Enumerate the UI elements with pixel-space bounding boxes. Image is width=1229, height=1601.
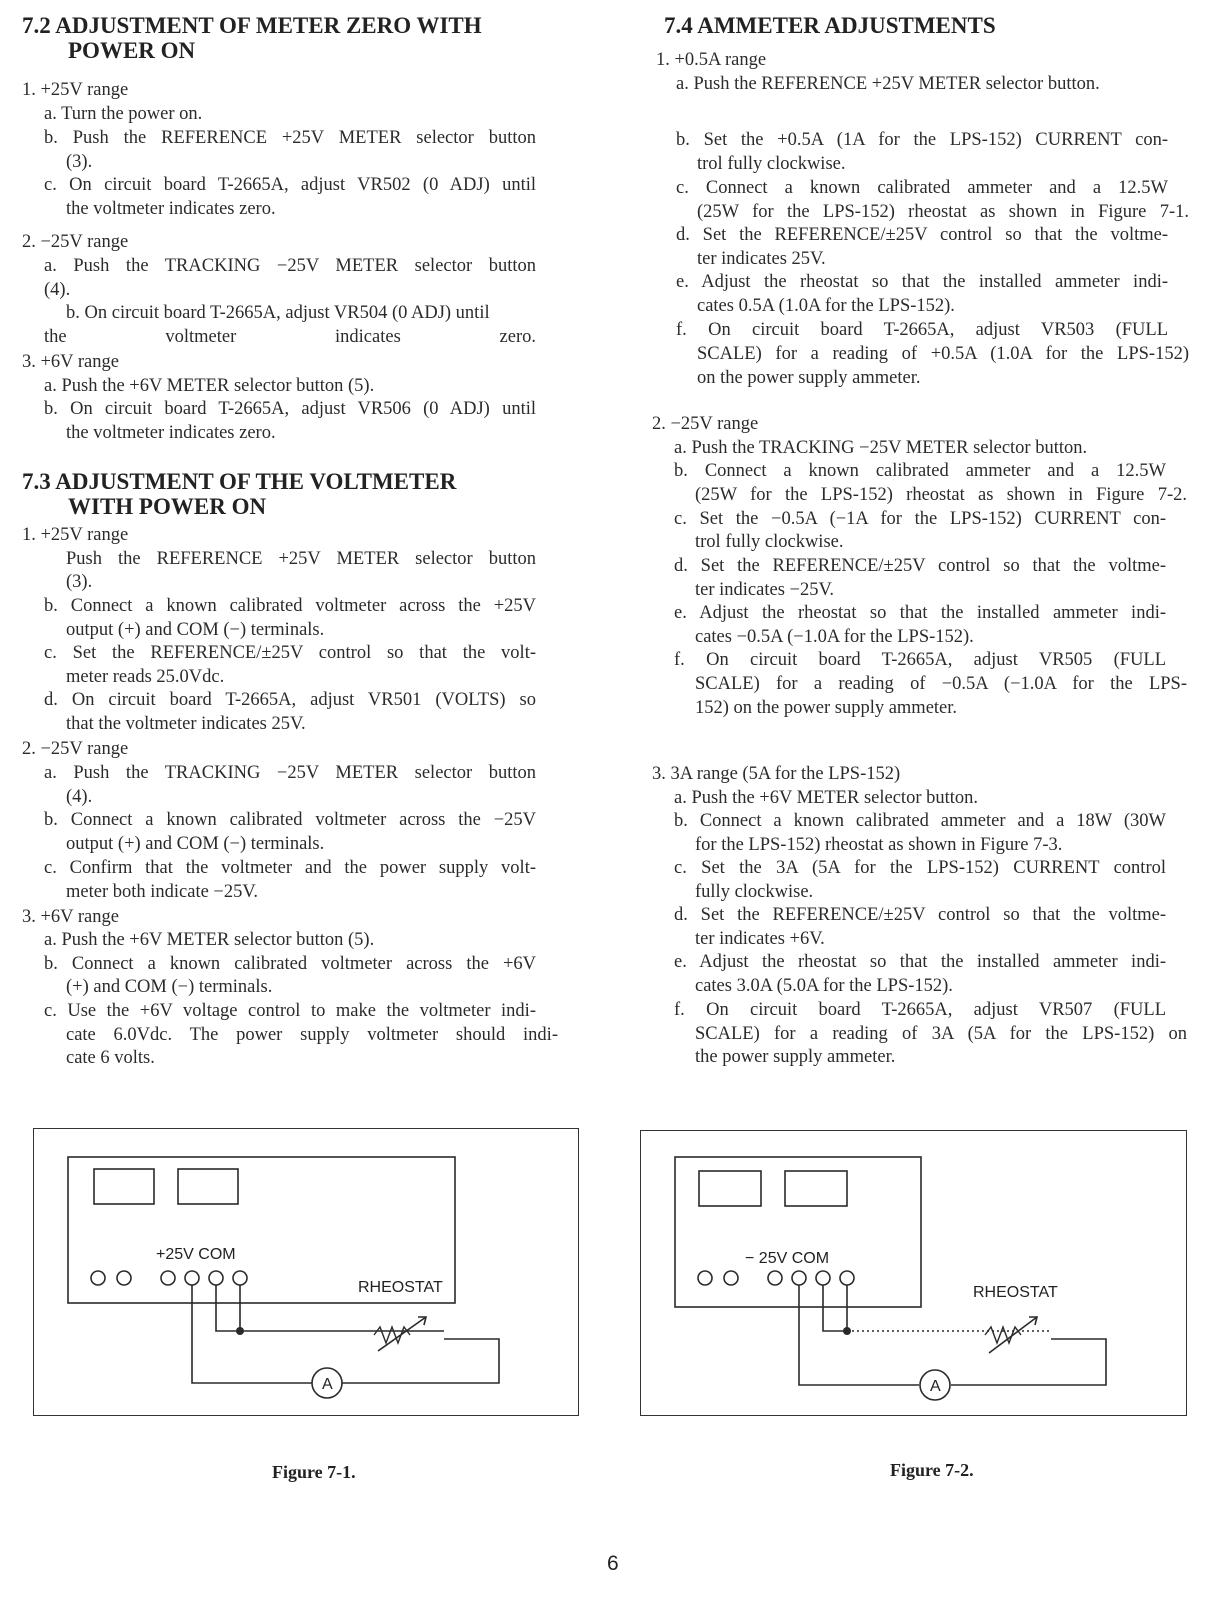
text-line: (+) and COM (−) terminals. <box>66 977 273 997</box>
text-line: c. Set the −0.5A (−1A for the LPS-152) CURRENT con- <box>674 509 1166 529</box>
section-7-2-heading: 7.2 ADJUSTMENT OF METER ZERO WITH POWER ON <box>22 13 482 63</box>
text-line: (4). <box>44 280 71 300</box>
text-line: fully clockwise. <box>695 882 814 902</box>
text-line: on the power supply ammeter. <box>697 368 921 388</box>
text-line: (3). <box>66 152 93 172</box>
text-line: c. Use the +6V voltage control to make the voltmeter indi- <box>44 1001 536 1021</box>
meter-window-right <box>178 1169 238 1204</box>
text-line: 1. +0.5A range <box>656 50 767 70</box>
text-line: SCALE) for a reading of −0.5A (−1.0A for the LPS- <box>695 674 1187 694</box>
text-line: b. Push the REFERENCE +25V METER selector button <box>44 128 536 148</box>
figure-7-2-caption: Figure 7-2. <box>890 1460 974 1480</box>
text-line: a. Push the +6V METER selector button (5). <box>44 376 375 396</box>
text-line: a. Push the +6V METER selector button (5). <box>44 930 375 950</box>
text-line: d. On circuit board T-2665A, adjust VR501 (VOLTS) so <box>44 690 536 710</box>
text-line: cates −0.5A (−1.0A for the LPS-152). <box>695 627 974 647</box>
text-line: trol fully clockwise. <box>695 532 844 552</box>
text-line: cate 6.0Vdc. The power supply voltmeter should indi- <box>66 1025 558 1045</box>
text-line: c. On circuit board T-2665A, adjust VR502 (0 ADJ) until <box>44 175 536 195</box>
text-line: b. Connect a known calibrated voltmeter across the +6V <box>44 954 536 974</box>
figure-7-1-caption: Figure 7-1. <box>272 1462 356 1482</box>
text-line: d. Set the REFERENCE/±25V control so that the voltme- <box>674 556 1166 576</box>
text-line: 2. −25V range <box>652 414 759 434</box>
text-line: b. Connect a known calibrated ammeter and a 12.5W <box>674 461 1166 481</box>
figure-7-1-diagram <box>34 1129 578 1415</box>
text-line: f. On circuit board T-2665A, adjust VR503 (FULL <box>676 320 1168 340</box>
text-line: (25W for the LPS-152) rheostat as shown in Figure 7-2. <box>695 485 1187 505</box>
text-line: 3. +6V range <box>22 907 119 927</box>
text-line: 2. −25V range <box>22 739 129 759</box>
text-line: e. Adjust the rheostat so that the installed ammeter indi- <box>674 952 1166 972</box>
terminal-label: +25V COM <box>156 1246 236 1263</box>
rheostat-label: RHEOSTAT <box>973 1284 1058 1301</box>
text-line: b. Set the +0.5A (1A for the LPS-152) CURRENT con- <box>676 130 1168 150</box>
text-line: a. Push the +6V METER selector button. <box>674 788 979 808</box>
text-line: the voltmeter indicates zero. <box>66 199 276 219</box>
text-line: cates 0.5A (1.0A for the LPS-152). <box>697 296 955 316</box>
text-line: (4). <box>66 787 93 807</box>
text-line: c. Connect a known calibrated ammeter and a 12.5W <box>676 178 1168 198</box>
text-line: output (+) and COM (−) terminals. <box>66 620 325 640</box>
text-line: the voltmeter indicates zero. <box>44 327 536 347</box>
text-line: e. Adjust the rheostat so that the installed ammeter indi- <box>676 272 1168 292</box>
meter-window-left <box>699 1171 761 1206</box>
text-line: meter both indicate −25V. <box>66 882 258 902</box>
text-line: SCALE) for a reading of 3A (5A for the LPS-152) on <box>695 1024 1187 1044</box>
text-line: output (+) and COM (−) terminals. <box>66 834 325 854</box>
text-line: cates 3.0A (5.0A for the LPS-152). <box>695 976 953 996</box>
text-line: c. Set the 3A (5A for the LPS-152) CURRENT control <box>674 858 1166 878</box>
text-line: e. Adjust the rheostat so that the installed ammeter indi- <box>674 603 1166 623</box>
text-line: a. Push the TRACKING −25V METER selector button <box>44 256 536 276</box>
page-number: 6 <box>607 1552 619 1575</box>
text-line: b. On circuit board T-2665A, adjust VR504 (0 ADJ) until <box>66 303 490 323</box>
text-line: for the LPS-152) rheostat as shown in Figure 7-3. <box>695 835 1063 855</box>
text-line: f. On circuit board T-2665A, adjust VR505 (FULL <box>674 650 1166 670</box>
text-line: the voltmeter indicates zero. <box>66 423 276 443</box>
text-line: d. Set the REFERENCE/±25V control so that the voltme- <box>674 905 1166 925</box>
text-line: d. Set the REFERENCE/±25V control so that the voltme- <box>676 225 1168 245</box>
text-line: ter indicates 25V. <box>697 249 826 269</box>
text-line: (3). <box>66 572 93 592</box>
ammeter-symbol-label: A <box>930 1378 941 1395</box>
text-line: SCALE) for a reading of +0.5A (1.0A for the LPS-152) <box>697 344 1189 364</box>
text-line: the power supply ammeter. <box>695 1047 896 1067</box>
rheostat-label: RHEOSTAT <box>358 1279 443 1296</box>
text-line: meter reads 25.0Vdc. <box>66 667 225 687</box>
section-7-4-heading: 7.4 AMMETER ADJUSTMENTS <box>664 13 996 38</box>
text-line: 1. +25V range <box>22 80 129 100</box>
meter-window-left <box>94 1169 154 1204</box>
text-line: 3. 3A range (5A for the LPS-152) <box>652 764 901 784</box>
text-line: a. Push the REFERENCE +25V METER selector button. <box>676 74 1100 94</box>
figure-7-1 <box>33 1128 579 1416</box>
text-line: ter indicates +6V. <box>695 929 825 949</box>
text-line: b. Connect a known calibrated ammeter and a 18W (30W <box>674 811 1166 831</box>
text-line: 152) on the power supply ammeter. <box>695 698 958 718</box>
text-line: c. Confirm that the voltmeter and the power supply volt- <box>44 858 536 878</box>
text-line: a. Turn the power on. <box>44 104 203 124</box>
text-line: a. Push the TRACKING −25V METER selector button. <box>674 438 1088 458</box>
text-line: cate 6 volts. <box>66 1048 155 1068</box>
text-line: trol fully clockwise. <box>697 154 846 174</box>
text-line: ter indicates −25V. <box>695 580 835 600</box>
text-line: b. On circuit board T-2665A, adjust VR506 (0 ADJ) until <box>44 399 536 419</box>
text-line: that the voltmeter indicates 25V. <box>66 714 306 734</box>
meter-window-right <box>785 1171 847 1206</box>
text-line: b. Connect a known calibrated voltmeter across the +25V <box>44 596 536 616</box>
ammeter-symbol-label: A <box>322 1376 333 1393</box>
terminal-label: − 25V COM <box>745 1250 830 1267</box>
text-line: (25W for the LPS-152) rheostat as shown in Figure 7-1. <box>697 202 1189 222</box>
text-line: a. Push the TRACKING −25V METER selector button <box>44 763 536 783</box>
figure-7-2 <box>640 1130 1187 1416</box>
text-line: b. Connect a known calibrated voltmeter across the −25V <box>44 810 536 830</box>
text-line: f. On circuit board T-2665A, adjust VR507 (FULL <box>674 1000 1166 1020</box>
section-7-3-heading: 7.3 ADJUSTMENT OF THE VOLTMETER WITH POWER ON <box>22 469 457 519</box>
text-line: 3. +6V range <box>22 352 119 372</box>
text-line: 1. +25V range <box>22 525 129 545</box>
figure-7-2-diagram <box>641 1131 1186 1415</box>
text-line: c. Set the REFERENCE/±25V control so that the volt- <box>44 643 536 663</box>
text-line: 2. −25V range <box>22 232 129 252</box>
text-line: Push the REFERENCE +25V METER selector button <box>66 549 536 569</box>
